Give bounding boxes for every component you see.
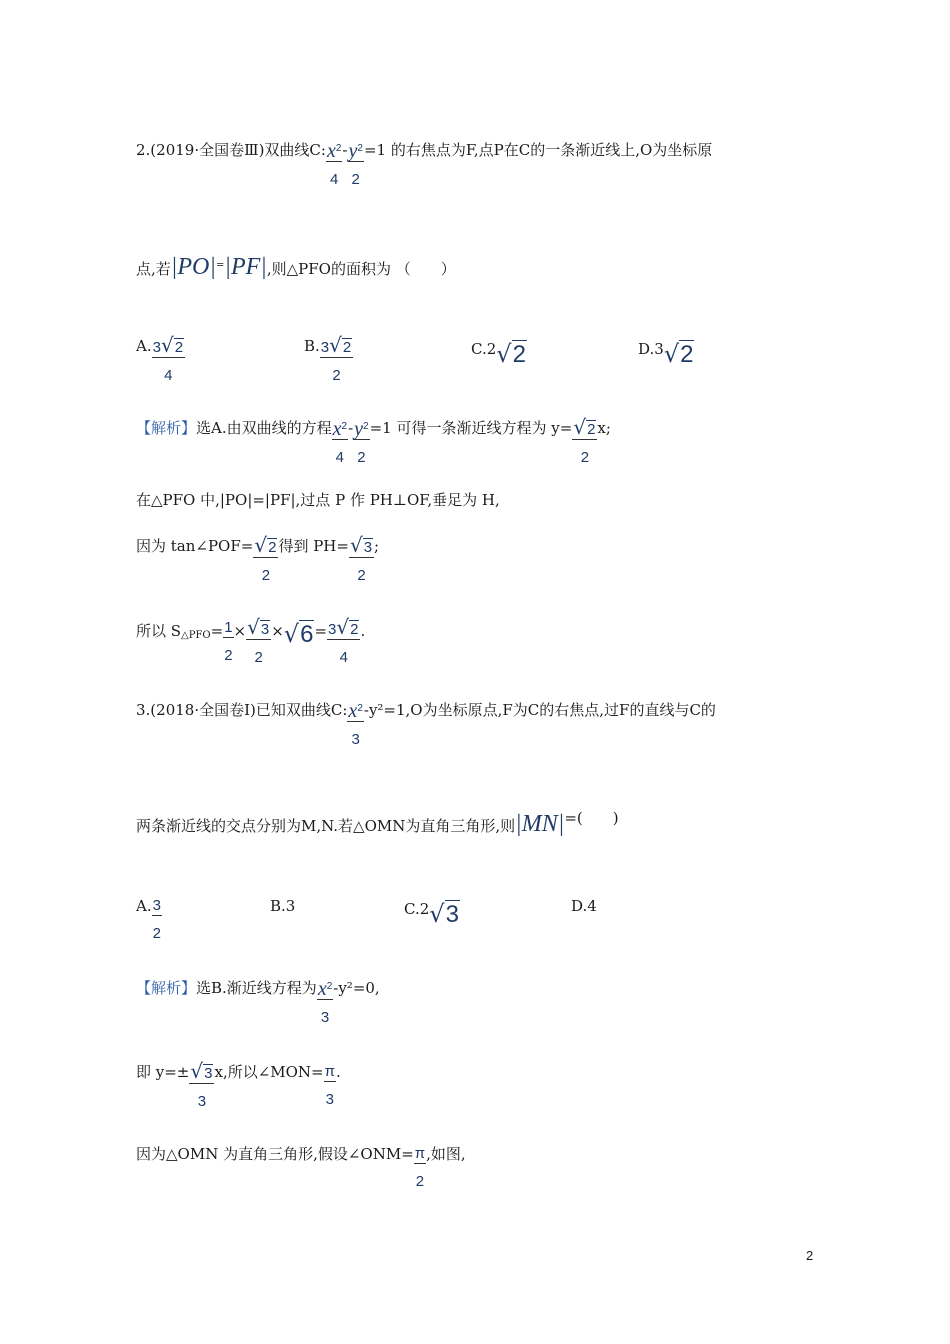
q2-analysis-line3: 因为 tan∠POF= $\frac{√2}{2}$ 得到 PH= $\frac{√3}{2}$ ; xyxy=(136,533,380,584)
sqrt-symbol: √2 xyxy=(336,615,359,639)
sqrt-symbol: √2 xyxy=(496,340,526,368)
fraction-y2-over-2: $\frac{y^2}{2}$ xyxy=(348,140,363,188)
sqrt-symbol: √3 xyxy=(247,615,270,639)
sqrt-symbol: √6 xyxy=(283,620,314,648)
sqrt-symbol: √3 xyxy=(429,900,459,928)
q3-option-b: B.3 xyxy=(270,897,296,915)
abs-pf: |PF| xyxy=(224,254,267,280)
q2-stem-suffix: =1 的右焦点为F,点P在C的一条渐近线上,O为坐标原 xyxy=(363,141,713,159)
q3-analysis-line2: 即 y=± $\frac{√3}{3}$ x,所以∠MON= $\frac{\pi}{3}$ . xyxy=(136,1059,341,1110)
sqrt-symbol: √2 xyxy=(329,333,352,357)
q2-option-a: A. $\frac{3√2}{4}$ xyxy=(136,333,184,384)
q3-stem-line2: 两条渐近线的交点分别为M,N.若△OMN为直角三角形,则|MN|=( ) xyxy=(136,809,619,837)
q2-stem-line2: 点,若|PO|=|PF|,则△PFO的面积为 （ ） xyxy=(136,254,456,280)
sqrt-symbol: √2 xyxy=(160,333,184,357)
q3-option-d: D.4 xyxy=(571,897,597,915)
abs-po: |PO| xyxy=(170,254,216,280)
q3-option-c: C.2√3 xyxy=(404,900,459,928)
sqrt-symbol: √2 xyxy=(663,340,694,368)
q3-analysis-line3: 因为△OMN 为直角三角形,假设∠ONM= $\frac{\pi}{2}$ ,如图, xyxy=(136,1145,466,1190)
sqrt-symbol: √3 xyxy=(190,1059,213,1083)
q2-analysis-line1: 【解析】选A.由双曲线的方程 $\frac{x^2}{4}$ - $\frac{y^2}{2}$ =1 可得一条渐近线方程为 y= $\frac{√2}{2}$ x; xyxy=(136,415,611,466)
q3-analysis-line1: 【解析】选B.渐近线方程为 $\frac{x^2}{3}$ -y²=0, xyxy=(136,978,380,1026)
q2-analysis-line4: 所以 $S_{\triangle PFO}=$ $\frac{1}{2}$ × $\frac{√3}{2}$ ×√6= $\frac{3√2}{4}$ . xyxy=(136,615,366,666)
analysis-tag: 【解析】 xyxy=(136,979,197,997)
fraction-x2-over-3: $\frac{x^2}{3}$ xyxy=(348,700,363,748)
analysis-tag: 【解析】 xyxy=(136,419,197,437)
abs-mn: |MN| xyxy=(515,811,565,837)
q3-stem-line1: 3.(2018·全国卷Ⅰ)已知双曲线C: $\frac{x^2}{3}$ -y²=1,O为坐标原点,F为C的右焦点,过F的直线与C的 xyxy=(136,700,716,748)
q3-option-a: A. $\frac{3}{2}$ xyxy=(136,897,161,942)
sqrt-symbol: √2 xyxy=(573,415,596,439)
fraction-x2-over-4: $\frac{x^2}{4}$ xyxy=(326,140,342,188)
q2-option-c: C.2√2 xyxy=(471,340,526,368)
page-number: 2 xyxy=(806,1248,814,1263)
q2-stem-prefix: 2.(2019·全国卷Ⅲ)双曲线C: xyxy=(136,141,326,159)
q2-stem-line1: 2.(2019·全国卷Ⅲ)双曲线C: $\frac{x^2}{4}$ - $\frac{y^2}{2}$ =1 的右焦点为F,点P在C的一条渐近线上,O为坐标原 xyxy=(136,140,713,188)
q2-option-b: B. $\frac{3√2}{2}$ xyxy=(304,333,352,384)
q2-option-d: D.3√2 xyxy=(638,340,694,368)
q2-analysis-line2: 在△PFO 中,|PO|=|PF|,过点 P 作 PH⊥OF,垂足为 H, xyxy=(136,491,500,509)
sqrt-symbol: √3 xyxy=(349,533,373,557)
sqrt-symbol: √2 xyxy=(254,533,277,557)
